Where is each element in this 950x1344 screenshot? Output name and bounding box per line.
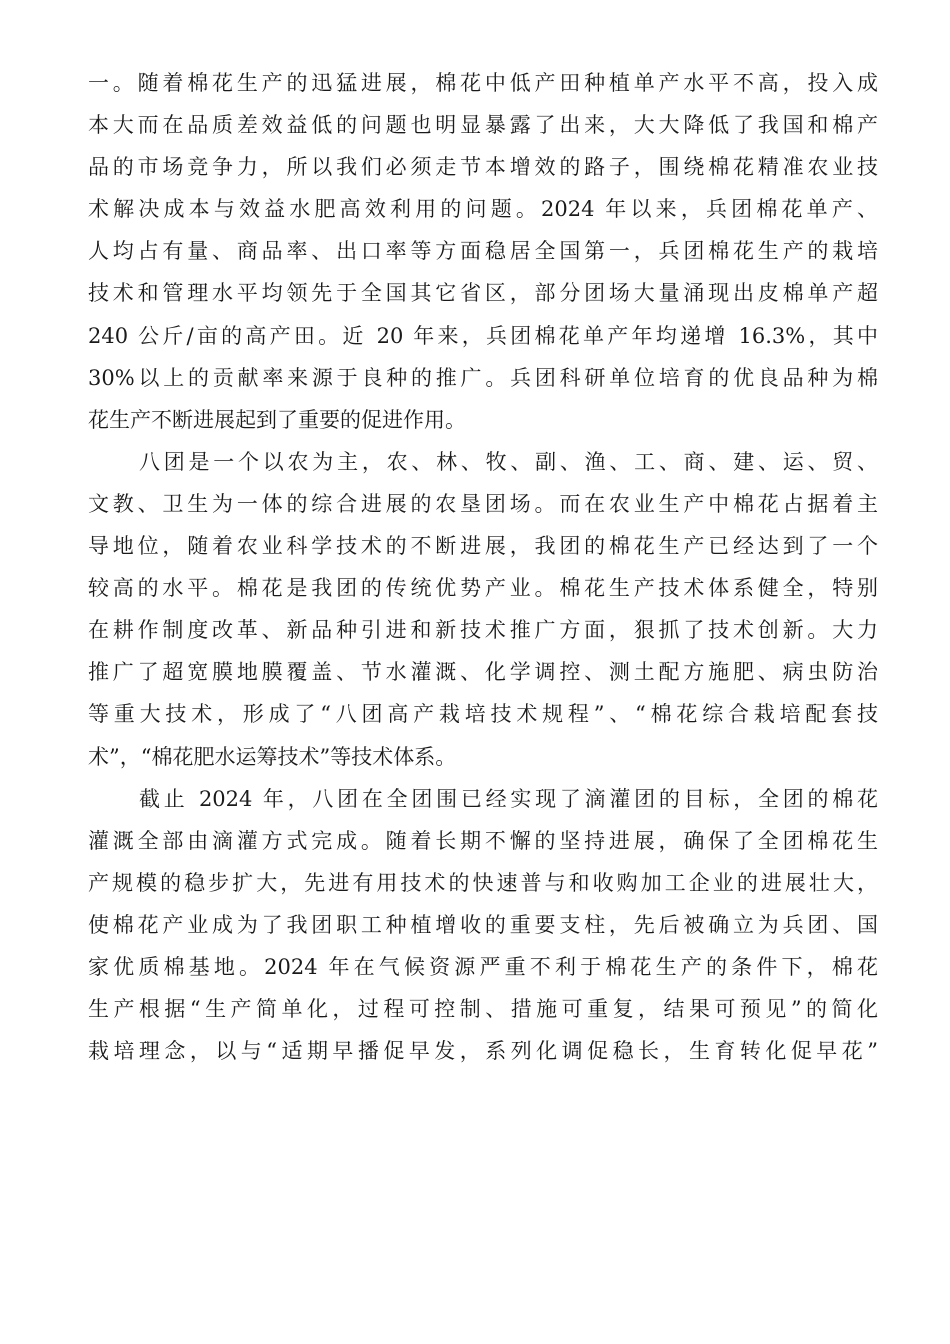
paragraph-1-line-7: 240 公斤/亩的高产田。近 20 年来，兵团棉花单产年均递增 16.3%，其中: [88, 323, 878, 348]
paragraph-1-line-3: 品的市场竞争力，所以我们必须走节本增效的路子，围绕棉花精准农业技: [88, 155, 878, 180]
paragraph-2-line-1: 八团是一个以农为主，农、林、牧、副、渔、工、商、建、运、贸、: [139, 449, 878, 474]
paragraph-3-line-7: 栽培理念，以与“适期早播促早发，系列化调促稳长，生育转化促早花”: [88, 1039, 878, 1064]
paragraph-2-line-4: 较高的水平。棉花是我团的传统优势产业。棉花生产技术体系健全，特别: [88, 576, 878, 601]
paragraph-1-line-1: 一。随着棉花生产的迅猛进展，棉花中低产田种植单产水平不高，投入成: [88, 71, 878, 95]
paragraph-3-line-6: 生产根据“生产简单化，过程可控制、措施可重复，结果可预见”的简化: [88, 997, 878, 1022]
paragraph-2-line-8: 术”，“棉花肥水运筹技术”等技术体系。: [88, 744, 457, 769]
paragraph-3-line-1: 截止 2024 年，八团在全团围已经实现了滴灌团的目标，全团的棉花: [139, 786, 878, 811]
paragraph-2-line-7: 等重大技术，形成了“八团高产栽培技术规程”、“棉花综合栽培配套技: [88, 702, 878, 727]
paragraph-2-line-5: 在耕作制度改革、新品种引进和新技术推广方面，狠抓了技术创新。大力: [88, 618, 878, 643]
paragraph-1-line-2: 本大而在品质差效益低的问题也明显暴露了出来，大大降低了我国和棉产: [88, 113, 878, 138]
paragraph-1-line-6: 技术和管理水平均领先于全国其它省区，部分团场大量涌现出皮棉单产超: [88, 281, 878, 306]
paragraph-1-line-8: 30%以上的贡献率来源于良种的推广。兵团科研单位培育的优良品种为棉: [88, 365, 878, 390]
paragraph-1-line-5: 人均占有量、商品率、出口率等方面稳居全国第一，兵团棉花生产的栽培: [88, 239, 878, 264]
paragraph-2-line-2: 文教、卫生为一体的综合进展的农垦团场。而在农业生产中棉花占据着主: [88, 491, 878, 516]
paragraph-3-line-3: 产规模的稳步扩大，先进有用技术的快速普与和收购加工企业的进展壮大，: [88, 870, 878, 895]
paragraph-2-line-6: 推广了超宽膜地膜覆盖、节水灌溉、化学调控、测土配方施肥、病虫防治: [88, 660, 878, 685]
paragraph-3-line-5: 家优质棉基地。2024 年在气候资源严重不利于棉花生产的条件下，棉花: [88, 954, 878, 979]
paragraph-2-line-3: 导地位，随着农业科学技术的不断进展，我团的棉花生产已经达到了一个: [88, 534, 878, 559]
paragraph-1-line-9: 花生产不断进展起到了重要的促进作用。: [88, 407, 466, 432]
paragraph-3-line-2: 灌溉全部由滴灌方式完成。随着长期不懈的坚持进展，确保了全团棉花生: [88, 828, 878, 853]
document-body: [88, 62, 878, 1072]
paragraph-1-line-4: 术解决成本与效益水肥高效利用的问题。2024 年以来，兵团棉花单产、: [88, 197, 878, 222]
paragraph-3-line-4: 使棉花产业成为了我团职工种植增收的重要支柱，先后被确立为兵团、国: [88, 912, 878, 937]
